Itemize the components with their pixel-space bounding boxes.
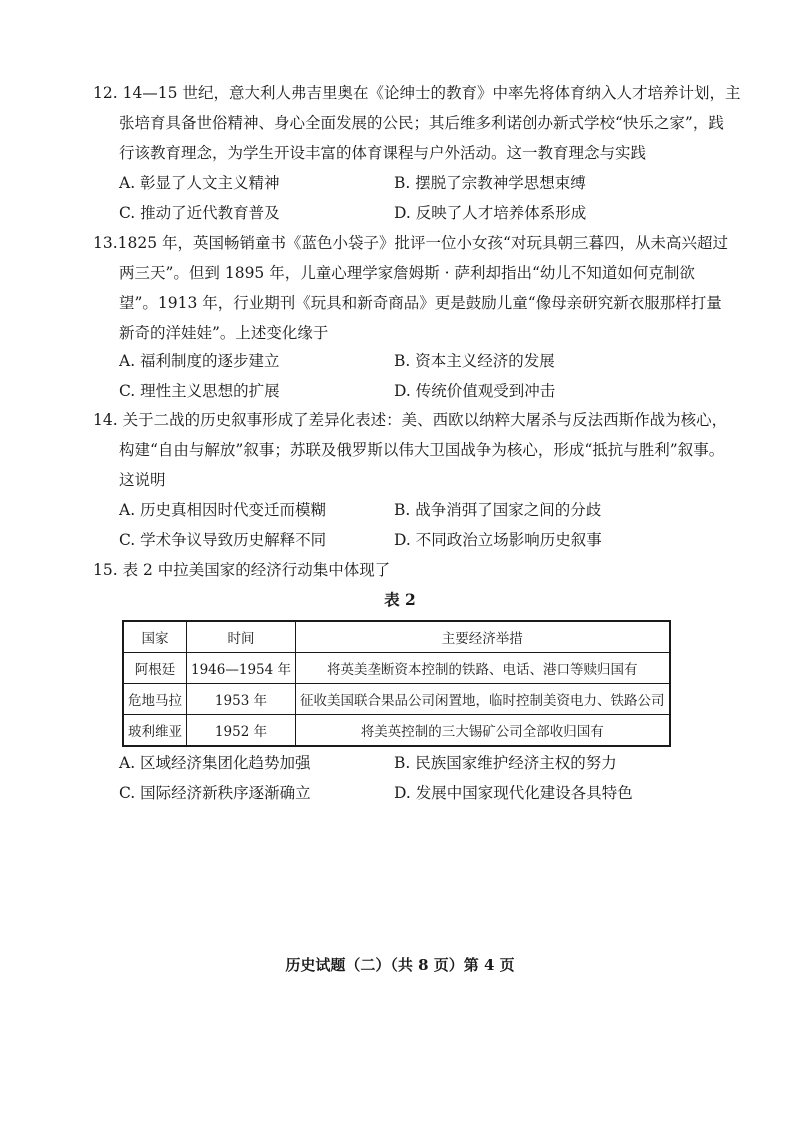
question-14-options <box>119 495 719 555</box>
question-12-option-d[interactable]: D. 反映了人才培养体系形成 <box>394 204 587 222</box>
table-cell-time: 1953 年 <box>187 684 296 715</box>
question-13-line-3: 望”。1913 年，行业期刊《玩具和新奇商品》更是鼓励儿童“像母亲研究新衣服那样打量 <box>119 294 722 312</box>
question-15-option-a[interactable]: A. 区域经济集团化趋势加强 <box>119 754 311 772</box>
table-cell-country: 阿根廷 <box>123 653 187 684</box>
table-row <box>123 653 670 684</box>
question-13-line-1: 13.1825 年，英国畅销童书《蓝色小袋子》批评一位小女孩“对玩具朝三暮四，从未高兴超过 <box>93 234 728 252</box>
question-13-option-b[interactable]: B. 资本主义经济的发展 <box>394 352 555 370</box>
table-header-measures: 主要经济举措 <box>296 621 670 653</box>
table-header-country: 国家 <box>123 621 187 653</box>
question-12-option-b[interactable]: B. 摆脱了宗教神学思想束缚 <box>394 174 586 192</box>
question-15-option-b[interactable]: B. 民族国家维护经济主权的努力 <box>394 754 617 772</box>
question-14-option-a[interactable]: A. 历史真相因时代变迁而模糊 <box>119 501 327 519</box>
question-12-option-a[interactable]: A. 彰显了人文主义精神 <box>119 174 280 192</box>
table-cell-country: 玻利维亚 <box>123 715 187 747</box>
question-13-options <box>119 346 719 406</box>
table-cell-country: 危地马拉 <box>123 684 187 715</box>
question-15-line-1: 15. 表 2 中拉美国家的经济行动集中体现了 <box>93 561 391 579</box>
question-15-option-c[interactable]: C. 国际经济新秩序逐渐确立 <box>119 784 311 802</box>
question-14-option-c[interactable]: C. 学术争议导致历史解释不同 <box>119 531 327 549</box>
table-cell-measures: 将美英控制的三大锡矿公司全部收归国有 <box>296 715 670 747</box>
question-13-line-4: 新奇的洋娃娃”。上述变化缘于 <box>119 324 329 342</box>
question-12-stem <box>93 78 741 168</box>
question-15-stem <box>93 555 693 585</box>
table-cell-time: 1946—1954 年 <box>187 653 296 684</box>
question-13-option-a[interactable]: A. 福利制度的逐步建立 <box>119 352 280 370</box>
question-13-stem <box>93 228 728 348</box>
question-12-line-2: 张培育具备世俗精神、身心全面发展的公民；其后维多利诺创办新式学校“快乐之家”，践 <box>119 114 724 132</box>
table-cell-measures: 征收美国联合果品公司闲置地，临时控制美资电力、铁路公司 <box>296 684 670 715</box>
question-13-option-c[interactable]: C. 理性主义思想的扩展 <box>119 382 280 400</box>
table-header-time: 时间 <box>187 621 296 653</box>
question-14-line-2: 构建“自由与解放”叙事；苏联及俄罗斯以伟大卫国战争为核心，形成“抵抗与胜利”叙事。 <box>119 441 725 459</box>
table-caption: 表 2 <box>384 590 416 609</box>
table-cell-time: 1952 年 <box>187 715 296 747</box>
question-15-options <box>119 748 719 808</box>
economic-measures-table <box>122 620 671 747</box>
question-14-stem <box>93 405 728 495</box>
question-14-option-d[interactable]: D. 不同政治立场影响历史叙事 <box>394 531 602 549</box>
question-13-line-2: 两三天”。但到 1895 年，儿童心理学家詹姆斯 · 萨利却指出“幼儿不知道如何克制欲 <box>119 264 695 282</box>
question-14-line-3: 这说明 <box>119 471 166 489</box>
question-14-line-1: 14. 关于二战的历史叙事形成了差异化表述：美、西欧以纳粹大屠杀与反法西斯作战为核心， <box>93 411 728 429</box>
table-cell-measures: 将英美垄断资本控制的铁路、电话、港口等赎归国有 <box>296 653 670 684</box>
question-12-line-1: 12. 14—15 世纪，意大利人弗吉里奥在《论绅士的教育》中率先将体育纳入人才培养计划，主 <box>93 84 741 102</box>
question-14-option-b[interactable]: B. 战争消弭了国家之间的分歧 <box>394 501 602 519</box>
question-12-line-3: 行该教育理念，为学生开设丰富的体育课程与户外活动。这一教育理念与实践 <box>119 144 647 162</box>
table-header-row <box>123 621 670 653</box>
table-row <box>123 684 670 715</box>
question-12-option-c[interactable]: C. 推动了近代教育普及 <box>119 204 280 222</box>
table-row <box>123 715 670 747</box>
question-13-option-d[interactable]: D. 传统价值观受到冲击 <box>394 382 556 400</box>
question-12-options <box>119 168 719 228</box>
page-footer: 历史试题（二）（共 8 页）第 4 页 <box>285 956 515 974</box>
question-15-option-d[interactable]: D. 发展中国家现代化建设各具特色 <box>394 784 633 802</box>
